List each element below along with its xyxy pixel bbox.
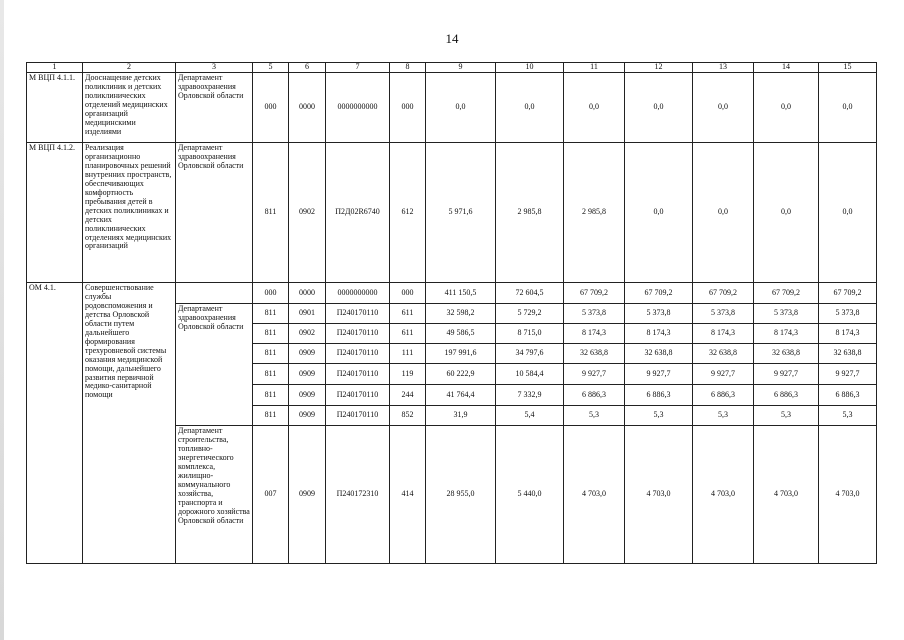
value-cell: 7 332,9 <box>496 385 564 406</box>
value-cell: 8 174,3 <box>819 324 877 344</box>
value-cell: 612 <box>390 143 426 283</box>
value-cell: 5 373,8 <box>754 304 819 324</box>
header-cell: 2 <box>83 63 176 73</box>
header-cell: 3 <box>176 63 253 73</box>
value-cell: П240170110 <box>326 406 390 426</box>
value-cell: 5,3 <box>625 406 693 426</box>
row-department: Департамент здравоохранения Орловской области <box>176 143 253 283</box>
value-cell: 9 927,7 <box>819 364 877 385</box>
value-cell: 32 638,8 <box>819 344 877 364</box>
value-cell: 111 <box>390 344 426 364</box>
value-cell: П2Д02R6740 <box>326 143 390 283</box>
row-code: М ВЦП 4.1.2. <box>27 143 83 283</box>
header-cell: 14 <box>754 63 819 73</box>
row-department: Департамент строительства, топливно-энергетического комплекса, жилищно-коммунального хозяйства, транспорта и дорожного хозяйства Орловской области <box>176 426 253 564</box>
value-cell: 811 <box>253 385 289 406</box>
value-cell: П240170110 <box>326 385 390 406</box>
value-cell: П240170110 <box>326 364 390 385</box>
value-cell: 32 638,8 <box>564 344 625 364</box>
header-cell: 10 <box>496 63 564 73</box>
row-department-empty <box>176 283 253 304</box>
value-cell: 8 715,0 <box>496 324 564 344</box>
value-cell: 9 927,7 <box>693 364 754 385</box>
value-cell: 811 <box>253 344 289 364</box>
value-cell: 8 174,3 <box>693 324 754 344</box>
value-cell: 34 797,6 <box>496 344 564 364</box>
value-cell: 0,0 <box>426 73 496 143</box>
header-cell: 5 <box>253 63 289 73</box>
value-cell: 000 <box>253 283 289 304</box>
value-cell: 6 886,3 <box>625 385 693 406</box>
header-cell: 6 <box>289 63 326 73</box>
value-cell: 0909 <box>289 426 326 564</box>
row-code: ОМ 4.1. <box>27 283 83 564</box>
value-cell: 5,3 <box>754 406 819 426</box>
value-cell: 811 <box>253 406 289 426</box>
header-cell: 8 <box>390 63 426 73</box>
value-cell: 31,9 <box>426 406 496 426</box>
value-cell: 5 373,8 <box>564 304 625 324</box>
value-cell: 414 <box>390 426 426 564</box>
row-name: Дооснащение детских поликлиник и детских поликлинических отделений медицинских организаций медицинскими изделиями <box>83 73 176 143</box>
value-cell: 4 703,0 <box>625 426 693 564</box>
value-cell: 6 886,3 <box>693 385 754 406</box>
value-cell: 5 971,6 <box>426 143 496 283</box>
value-cell: П240170110 <box>326 344 390 364</box>
value-cell: 5 440,0 <box>496 426 564 564</box>
value-cell: 28 955,0 <box>426 426 496 564</box>
row-name: Реализация организационно планировочных решений внутренних пространств, обеспечивающих комфортность пребывания детей в детских поликлиниках и детских поликлинических отделениях медицинских организаций <box>83 143 176 283</box>
header-cell: 11 <box>564 63 625 73</box>
value-cell: 852 <box>390 406 426 426</box>
value-cell: 0,0 <box>693 73 754 143</box>
value-cell: 0000000000 <box>326 283 390 304</box>
value-cell: 0,0 <box>754 73 819 143</box>
value-cell: 32 598,2 <box>426 304 496 324</box>
value-cell: 2 985,8 <box>496 143 564 283</box>
page-number: 14 <box>445 31 459 46</box>
value-cell: 67 709,2 <box>564 283 625 304</box>
value-cell: 0902 <box>289 324 326 344</box>
value-cell: П240170110 <box>326 324 390 344</box>
value-cell: 4 703,0 <box>754 426 819 564</box>
value-cell: 32 638,8 <box>625 344 693 364</box>
value-cell: 0,0 <box>693 143 754 283</box>
value-cell: 0,0 <box>819 143 877 283</box>
value-cell: 9 927,7 <box>754 364 819 385</box>
value-cell: 411 150,5 <box>426 283 496 304</box>
value-cell: 0,0 <box>754 143 819 283</box>
value-cell: 67 709,2 <box>754 283 819 304</box>
value-cell: 197 991,6 <box>426 344 496 364</box>
value-cell: 0909 <box>289 364 326 385</box>
value-cell: 72 604,5 <box>496 283 564 304</box>
value-cell: 5 373,8 <box>625 304 693 324</box>
header-cell: 1 <box>27 63 83 73</box>
row-department: Департамент здравоохранения Орловской области <box>176 304 253 426</box>
value-cell: 007 <box>253 426 289 564</box>
value-cell: 811 <box>253 143 289 283</box>
value-cell: 811 <box>253 304 289 324</box>
value-cell: 000 <box>253 73 289 143</box>
value-cell: 0,0 <box>625 143 693 283</box>
value-cell: 67 709,2 <box>693 283 754 304</box>
value-cell: 6 886,3 <box>754 385 819 406</box>
value-cell: 6 886,3 <box>819 385 877 406</box>
header-cell: 9 <box>426 63 496 73</box>
value-cell: 0,0 <box>496 73 564 143</box>
value-cell: 244 <box>390 385 426 406</box>
value-cell: 32 638,8 <box>693 344 754 364</box>
value-cell: 67 709,2 <box>819 283 877 304</box>
value-cell: 10 584,4 <box>496 364 564 385</box>
value-cell: 9 927,7 <box>564 364 625 385</box>
value-cell: 611 <box>390 304 426 324</box>
value-cell: 49 586,5 <box>426 324 496 344</box>
value-cell: 0909 <box>289 344 326 364</box>
value-cell: 0000 <box>289 283 326 304</box>
header-cell: 13 <box>693 63 754 73</box>
value-cell: 119 <box>390 364 426 385</box>
value-cell: 8 174,3 <box>625 324 693 344</box>
value-cell: 0000000000 <box>326 73 390 143</box>
value-cell: 0,0 <box>625 73 693 143</box>
budget-table <box>26 62 877 564</box>
value-cell: 000 <box>390 73 426 143</box>
value-cell: 5 373,8 <box>819 304 877 324</box>
value-cell: 0901 <box>289 304 326 324</box>
row-code: М ВЦП 4.1.1. <box>27 73 83 143</box>
value-cell: 611 <box>390 324 426 344</box>
table-row <box>27 143 877 283</box>
value-cell: 811 <box>253 364 289 385</box>
value-cell: 811 <box>253 324 289 344</box>
value-cell: 5 373,8 <box>693 304 754 324</box>
scan-edge <box>0 0 4 640</box>
value-cell: 2 985,8 <box>564 143 625 283</box>
value-cell: 5,4 <box>496 406 564 426</box>
value-cell: 4 703,0 <box>693 426 754 564</box>
value-cell: 32 638,8 <box>754 344 819 364</box>
value-cell: 8 174,3 <box>754 324 819 344</box>
value-cell: 5,3 <box>564 406 625 426</box>
value-cell: 4 703,0 <box>819 426 877 564</box>
value-cell: 4 703,0 <box>564 426 625 564</box>
header-cell: 7 <box>326 63 390 73</box>
value-cell: 67 709,2 <box>625 283 693 304</box>
value-cell: 0909 <box>289 385 326 406</box>
value-cell: 0,0 <box>564 73 625 143</box>
value-cell: П240172310 <box>326 426 390 564</box>
row-name: Совершенствование службы родовспоможения и детства Орловской области путем дальнейшего формирования трехуровневой системы оказания медицинской помощи, дальнейшего развития первичной медико-санитарной помощи <box>83 283 176 564</box>
value-cell: 000 <box>390 283 426 304</box>
header-row <box>27 63 877 73</box>
value-cell: 5,3 <box>693 406 754 426</box>
value-cell: 0902 <box>289 143 326 283</box>
header-cell: 12 <box>625 63 693 73</box>
value-cell: 60 222,9 <box>426 364 496 385</box>
value-cell: П240170110 <box>326 304 390 324</box>
value-cell: 0,0 <box>819 73 877 143</box>
value-cell: 5 729,2 <box>496 304 564 324</box>
value-cell: 41 764,4 <box>426 385 496 406</box>
value-cell: 6 886,3 <box>564 385 625 406</box>
value-cell: 5,3 <box>819 406 877 426</box>
value-cell: 0000 <box>289 73 326 143</box>
table-row <box>27 73 877 143</box>
value-cell: 9 927,7 <box>625 364 693 385</box>
value-cell: 0909 <box>289 406 326 426</box>
value-cell: 8 174,3 <box>564 324 625 344</box>
table-row <box>27 283 877 304</box>
row-department: Департамент здравоохранения Орловской области <box>176 73 253 143</box>
header-cell: 15 <box>819 63 877 73</box>
